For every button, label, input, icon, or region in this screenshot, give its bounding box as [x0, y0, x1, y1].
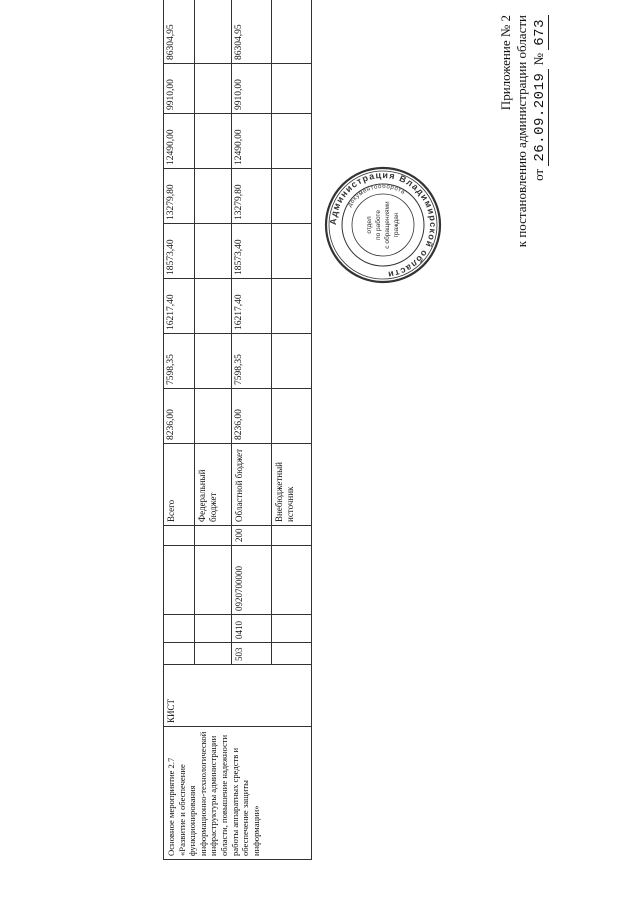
- table-cell: [272, 546, 312, 615]
- value-cell: [195, 334, 232, 389]
- value-cell: [272, 0, 312, 64]
- code-vr: 200: [232, 526, 272, 546]
- value-cell: 9910,00: [164, 64, 195, 114]
- value-cell: [272, 64, 312, 114]
- value-cell: [195, 64, 232, 114]
- source-name: Федеральный бюджет: [195, 444, 232, 526]
- stamp-inner-ring-text: документооборота: [347, 183, 406, 209]
- number-sign: №: [531, 52, 546, 66]
- value-cell: 8236,00: [164, 389, 195, 444]
- value-cell: 13279,80: [164, 169, 195, 224]
- stamp-center-line: граждан: [393, 212, 400, 238]
- value-cell: [195, 279, 232, 334]
- value-cell: 8236,00: [232, 389, 272, 444]
- code-grbs: 503: [232, 643, 272, 665]
- resolution-reference: к постановлению администрации области: [514, 15, 529, 248]
- value-cell: [272, 334, 312, 389]
- table-row: [164, 0, 195, 860]
- stamp-center-line: по работе: [375, 210, 382, 240]
- code-csr: 0920700000: [232, 546, 272, 615]
- value-cell: 86304,95: [232, 0, 272, 64]
- stamp-center-line: отдел: [366, 216, 373, 234]
- value-cell: [272, 224, 312, 279]
- value-cell: [272, 279, 312, 334]
- value-cell: [195, 389, 232, 444]
- code-rzpr: 0410: [232, 615, 272, 643]
- value-cell: 86304,95: [164, 0, 195, 64]
- table-cell: [195, 526, 232, 546]
- value-cell: 18573,40: [232, 224, 272, 279]
- value-cell: 16217,40: [164, 279, 195, 334]
- budget-table: [163, 0, 312, 860]
- table-cell: [195, 615, 232, 643]
- value-cell: [195, 169, 232, 224]
- value-cell: [195, 224, 232, 279]
- table-cell: [195, 643, 232, 665]
- measure-name: Основное мероприятие 2.7 «Развитие и обеспечение функционирования информационно-технологической инфраструктуры администрации области, повышение надежности работы аппаратных средств и обеспечение защиты информации»: [164, 727, 312, 860]
- value-cell: 16217,40: [232, 279, 272, 334]
- table-cell: [272, 526, 312, 546]
- resolution-number: 673: [532, 15, 549, 50]
- table-cell: [272, 643, 312, 665]
- table-cell: [272, 615, 312, 643]
- appendix-title: Приложение № 2: [498, 15, 513, 111]
- value-cell: 7598,35: [232, 334, 272, 389]
- table-cell: [164, 546, 195, 615]
- resolution-date-line: [531, 15, 548, 285]
- stamp-ring-text: Администрация Владимирской области: [327, 169, 439, 280]
- stamp-center-line: с обращениями: [384, 201, 391, 249]
- value-cell: [272, 114, 312, 169]
- value-cell: 12490,00: [232, 114, 272, 169]
- official-stamp-icon: [323, 165, 443, 285]
- table-cell: [164, 615, 195, 643]
- resolution-date: 26.09.2019: [532, 69, 549, 166]
- value-cell: 18573,40: [164, 224, 195, 279]
- value-cell: [195, 0, 232, 64]
- source-name: Всего: [164, 444, 195, 526]
- value-cell: 7598,35: [164, 334, 195, 389]
- table-cell: [195, 546, 232, 615]
- table-cell: [164, 526, 195, 546]
- table-cell: [164, 643, 195, 665]
- value-cell: 13279,80: [232, 169, 272, 224]
- value-cell: [272, 169, 312, 224]
- value-cell: [272, 389, 312, 444]
- value-cell: [195, 114, 232, 169]
- value-cell: 12490,00: [164, 114, 195, 169]
- executor: КИСТ: [164, 665, 312, 727]
- source-name: Внебюджетный источник: [272, 444, 312, 526]
- value-cell: 9910,00: [232, 64, 272, 114]
- date-prefix: от: [531, 168, 546, 181]
- source-name: Областной бюджет: [232, 444, 272, 526]
